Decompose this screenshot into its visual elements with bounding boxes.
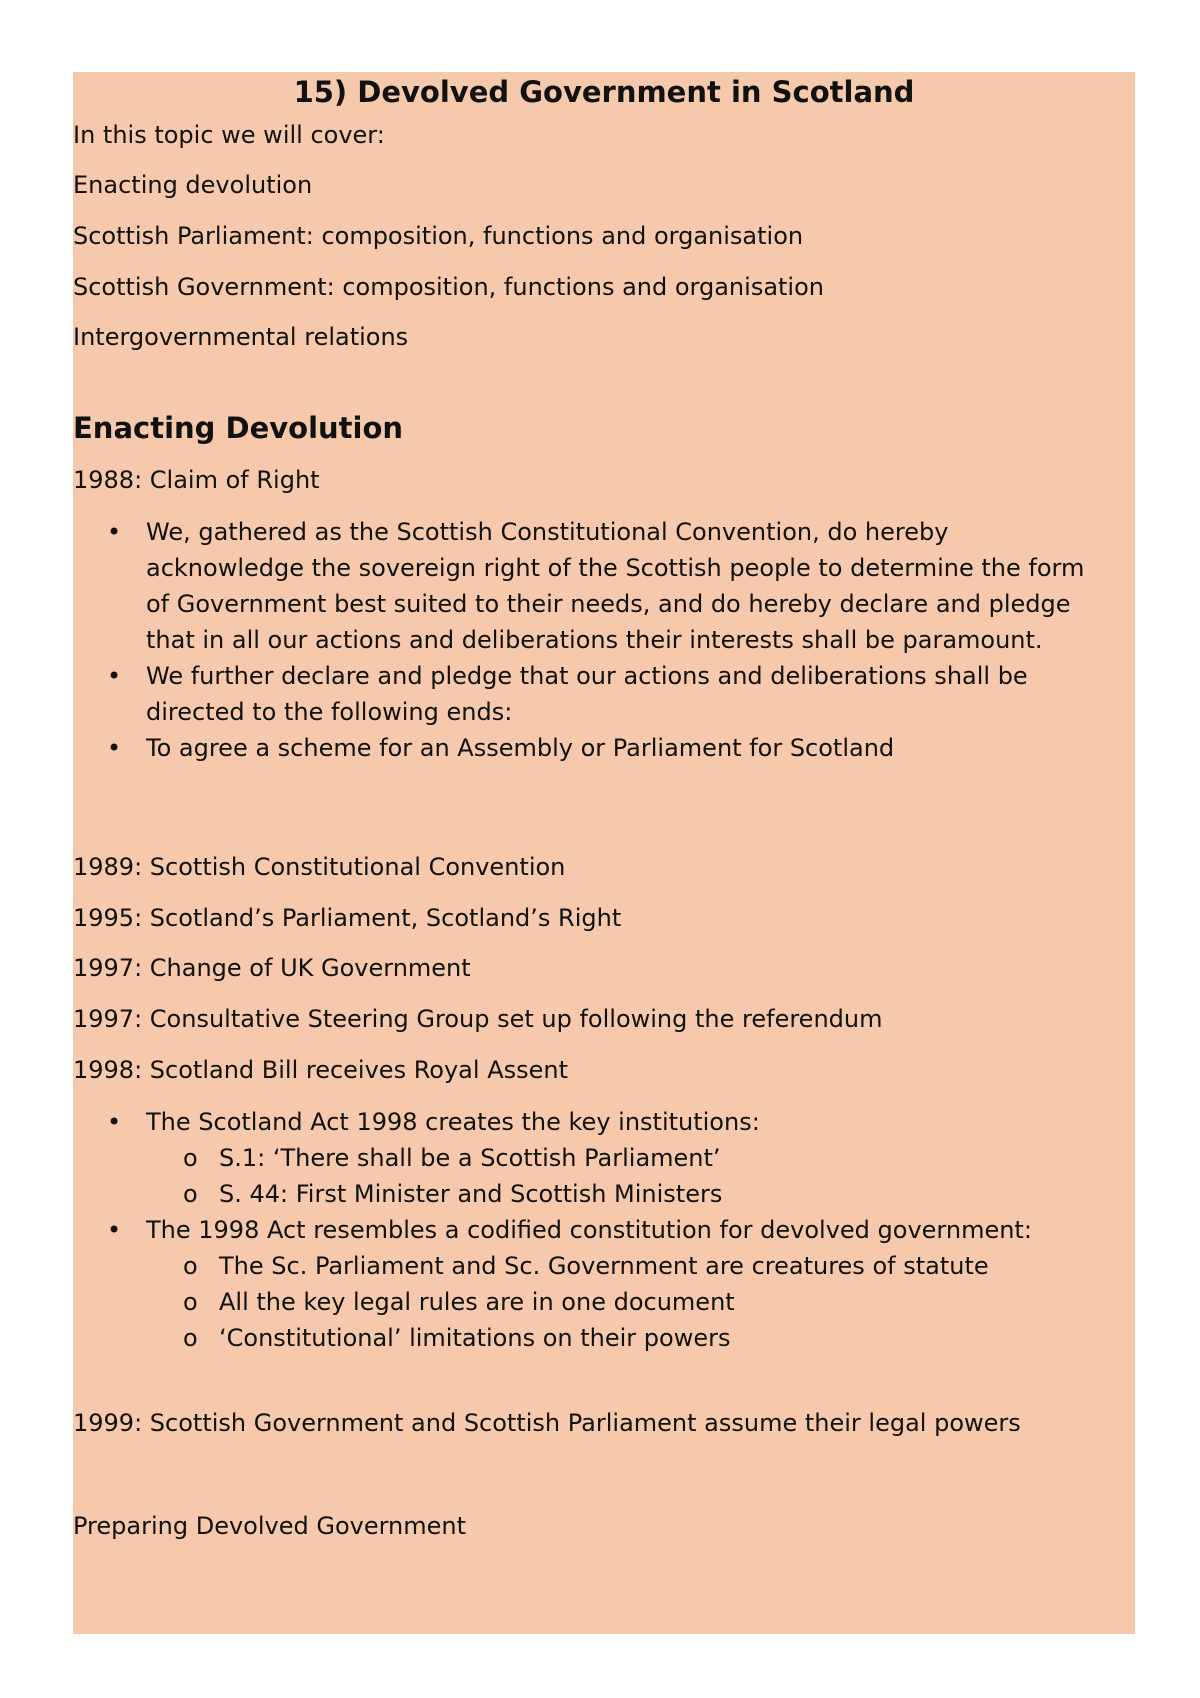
topic-item: Enacting devolution [73,171,313,199]
topic-item: Scottish Government: composition, functions and organisation [73,273,824,301]
act-bullet-list [73,1104,1032,1356]
timeline-item: 1989: Scottish Constitutional Convention [73,853,566,881]
sub-bullet-item: o S. 44: First Minister and Scottish Ministers [73,1176,1032,1212]
intro-text: In this topic we will cover: [73,121,385,149]
timeline-item: 1997: Consultative Steering Group set up following the referendum [73,1005,883,1033]
timeline-item: 1997: Change of UK Government [73,954,471,982]
final-line: 1999: Scottish Government and Scottish Parliament assume their legal powers [73,1409,1021,1437]
claim-of-right-line: 1988: Claim of Right [73,466,320,494]
sub-bullet-item: o All the key legal rules are in one document [73,1284,1032,1320]
topic-item: Intergovernmental relations [73,323,409,351]
sub-bullet-item: o S.1: ‘There shall be a Scottish Parliament’ [73,1140,1032,1176]
bullet-item: • We further declare and pledge that our actions and deliberations shall be directed to the following ends: [73,658,1113,730]
timeline-item: 1995: Scotland’s Parliament, Scotland’s Right [73,904,622,932]
section-heading: Enacting Devolution [73,411,404,445]
footer-heading: Preparing Devolved Government [73,1512,467,1540]
bullet-item: • The 1998 Act resembles a codified constitution for devolved government: [73,1212,1032,1248]
sub-bullet-item: o The Sc. Parliament and Sc. Government are creatures of statute [73,1248,1032,1284]
claim-bullet-list [73,514,1113,766]
sub-bullet-item: o ‘Constitutional’ limitations on their powers [73,1320,1032,1356]
bullet-item: • The Scotland Act 1998 creates the key institutions: [73,1104,1032,1140]
timeline-item: 1998: Scotland Bill receives Royal Assent [73,1056,568,1084]
document-title: 15) Devolved Government in Scotland [293,75,915,109]
bullet-item: • We, gathered as the Scottish Constitutional Convention, do hereby acknowledge the sovereign right of the Scottish people to determine the form of Government best suited to their needs, and do hereby declare and pledge that in all our actions and deliberations their interests shall be paramount. [73,514,1113,658]
document-page [73,72,1135,1634]
bullet-item: • To agree a scheme for an Assembly or Parliament for Scotland [73,730,1113,766]
topic-item: Scottish Parliament: composition, functions and organisation [73,222,804,250]
